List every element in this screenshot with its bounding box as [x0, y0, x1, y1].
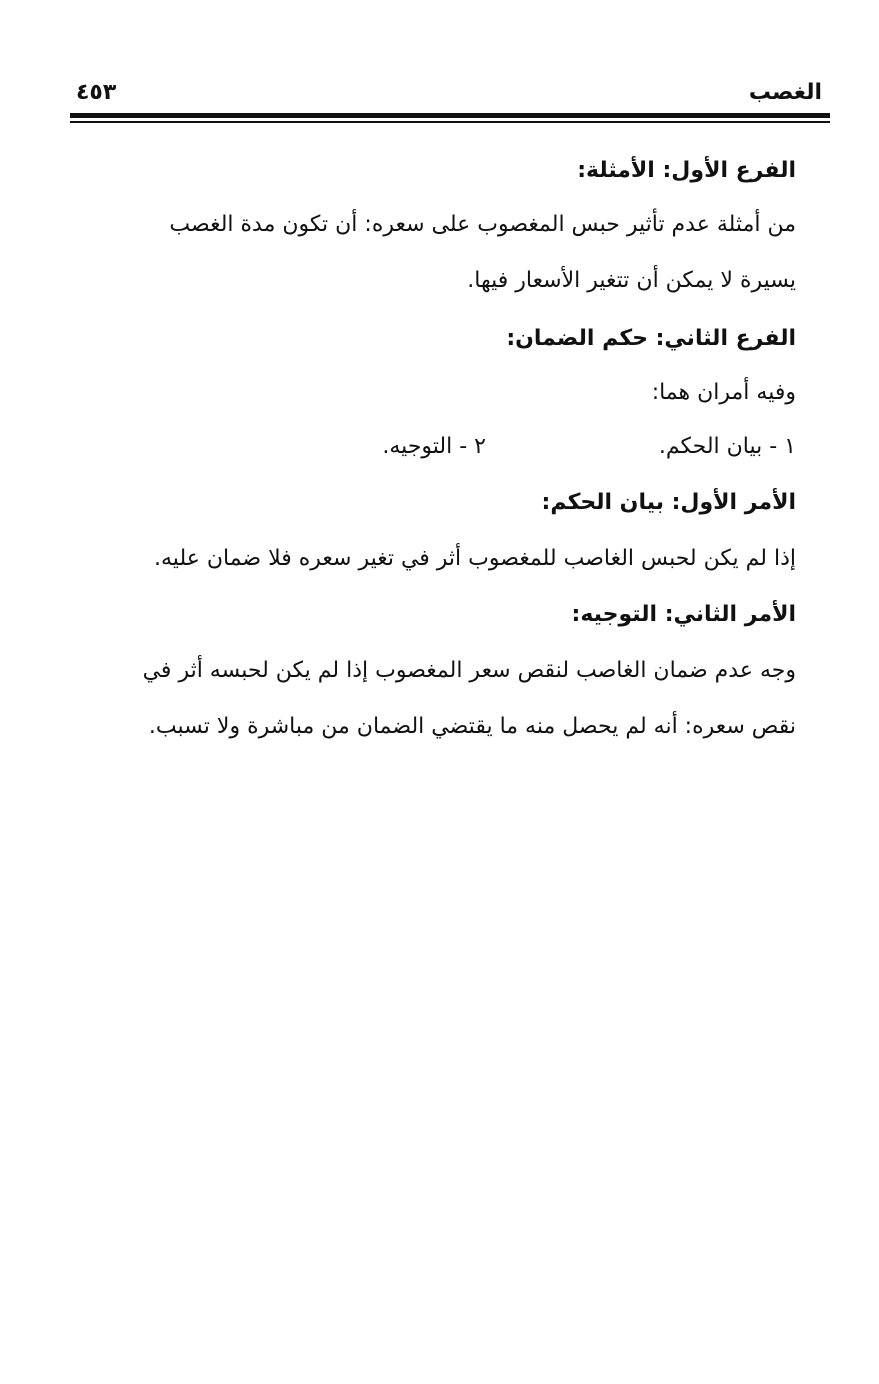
paragraph-line: إذا لم يكن لحبس الغاصب للمغصوب أثر في تغير سعره فلا ضمان عليه. — [154, 546, 796, 571]
list-item: ٢ - التوجيه. — [382, 434, 486, 459]
paragraph-line: من أمثلة عدم تأثير حبس المغصوب على سعره: أن تكون مدة الغصب — [169, 212, 796, 237]
intro-line: وفيه أمران هما: — [651, 380, 796, 405]
page-number: ٤٥٣ — [76, 80, 117, 105]
header-rule-thin — [70, 121, 830, 123]
subsection-heading-justification: الأمر الثاني: التوجيه: — [571, 602, 796, 627]
chapter-title: الغصب — [748, 80, 822, 105]
enumerated-list — [72, 434, 796, 470]
subsection-heading-ruling: الأمر الأول: بيان الحكم: — [541, 490, 796, 515]
section-heading-ruling: الفرع الثاني: حكم الضمان: — [506, 326, 796, 351]
header-rule-thick — [70, 113, 830, 118]
paragraph-line: نقص سعره: أنه لم يحصل منه ما يقتضي الضمان من مباشرة ولا تسبب. — [148, 714, 796, 739]
list-item: ١ - بيان الحكم. — [658, 434, 796, 459]
running-header — [70, 78, 830, 114]
section-heading-examples: الفرع الأول: الأمثلة: — [577, 158, 796, 183]
paragraph-line: يسيرة لا يمكن أن تتغير الأسعار فيها. — [467, 268, 796, 293]
paragraph-line: وجه عدم ضمان الغاصب لنقص سعر المغصوب إذا لم يكن لحبسه أثر في — [142, 658, 796, 683]
